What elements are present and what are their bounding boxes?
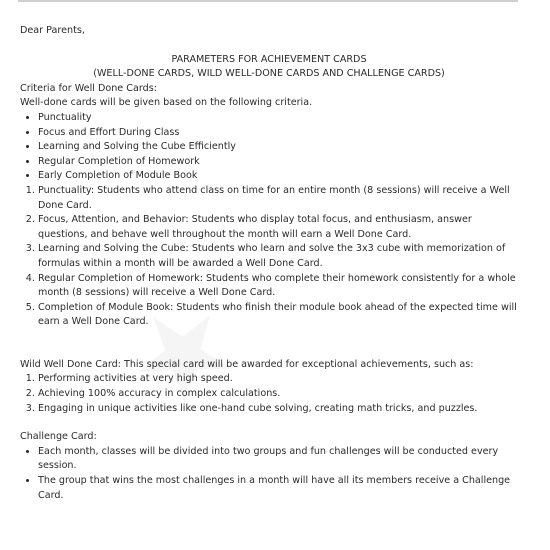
well-done-heading: Criteria for Well Done Cards: — [20, 82, 157, 94]
list-item: 1. Performing activities at very high speed. — [38, 372, 518, 387]
list-item: • Learning and Solving the Cube Efficiently — [38, 140, 518, 155]
list-item: 5. Completion of Module Book: Students who finish their module book ahead of the expected time will earn a Well Done Card. — [38, 301, 518, 330]
well-done-intro: Well-done cards will be given based on the following criteria. — [20, 97, 313, 109]
well-done-numbered — [20, 184, 518, 330]
title-line-1: PARAMETERS FOR ACHIEVEMENT CARDS — [171, 53, 367, 65]
list-item: 2. Focus, Attention, and Behavior: Students who display total focus, and enthusiasm, answer questions, and behave well throughout the month will earn a Well Done Card. — [38, 213, 518, 242]
list-item: • The group that wins the most challenges in a month will have all its members receive a Challenge Card. — [38, 474, 518, 503]
list-item: • Each month, classes will be divided into two groups and fun challenges will be conducted every session. — [38, 445, 518, 474]
list-item: 2. Achieving 100% accuracy in complex calculations. — [38, 387, 518, 402]
list-item: • Punctuality — [38, 111, 518, 126]
list-item: 3. Learning and Solving the Cube: Students who learn and solve the 3x3 cube with memorization of formulas within a month will be awarded a Well Done Card. — [38, 242, 518, 271]
wild-numbered — [20, 372, 518, 416]
well-done-bullets — [20, 111, 518, 184]
list-item: 4. Regular Completion of Homework: Students who complete their homework consistently for a whole month (8 sessions) will receive a Well Done Card. — [38, 272, 518, 301]
list-item: • Focus and Effort During Class — [38, 126, 518, 141]
title-line-2: (WELL-DONE CARDS, WILD WELL-DONE CARDS AND CHALLENGE CARDS) — [93, 68, 445, 80]
greeting: Dear Parents, — [20, 25, 85, 36]
list-item: 1. Punctuality: Students who attend class on time for an entire month (8 sessions) will receive a Well Done Card. — [38, 184, 518, 213]
wild-intro: Wild Well Done Card: This special card will be awarded for exceptional achievements, such as: — [20, 358, 474, 370]
top-divider — [18, 0, 518, 2]
letter-body — [20, 24, 518, 503]
list-item: • Regular Completion of Homework — [38, 155, 518, 170]
list-item: • Early Completion of Module Book — [38, 169, 518, 184]
challenge-heading: Challenge Card: — [20, 431, 97, 443]
list-item: 3. Engaging in unique activities like one-hand cube solving, creating math tricks, and puzzles. — [38, 402, 518, 417]
challenge-bullets — [20, 445, 518, 503]
